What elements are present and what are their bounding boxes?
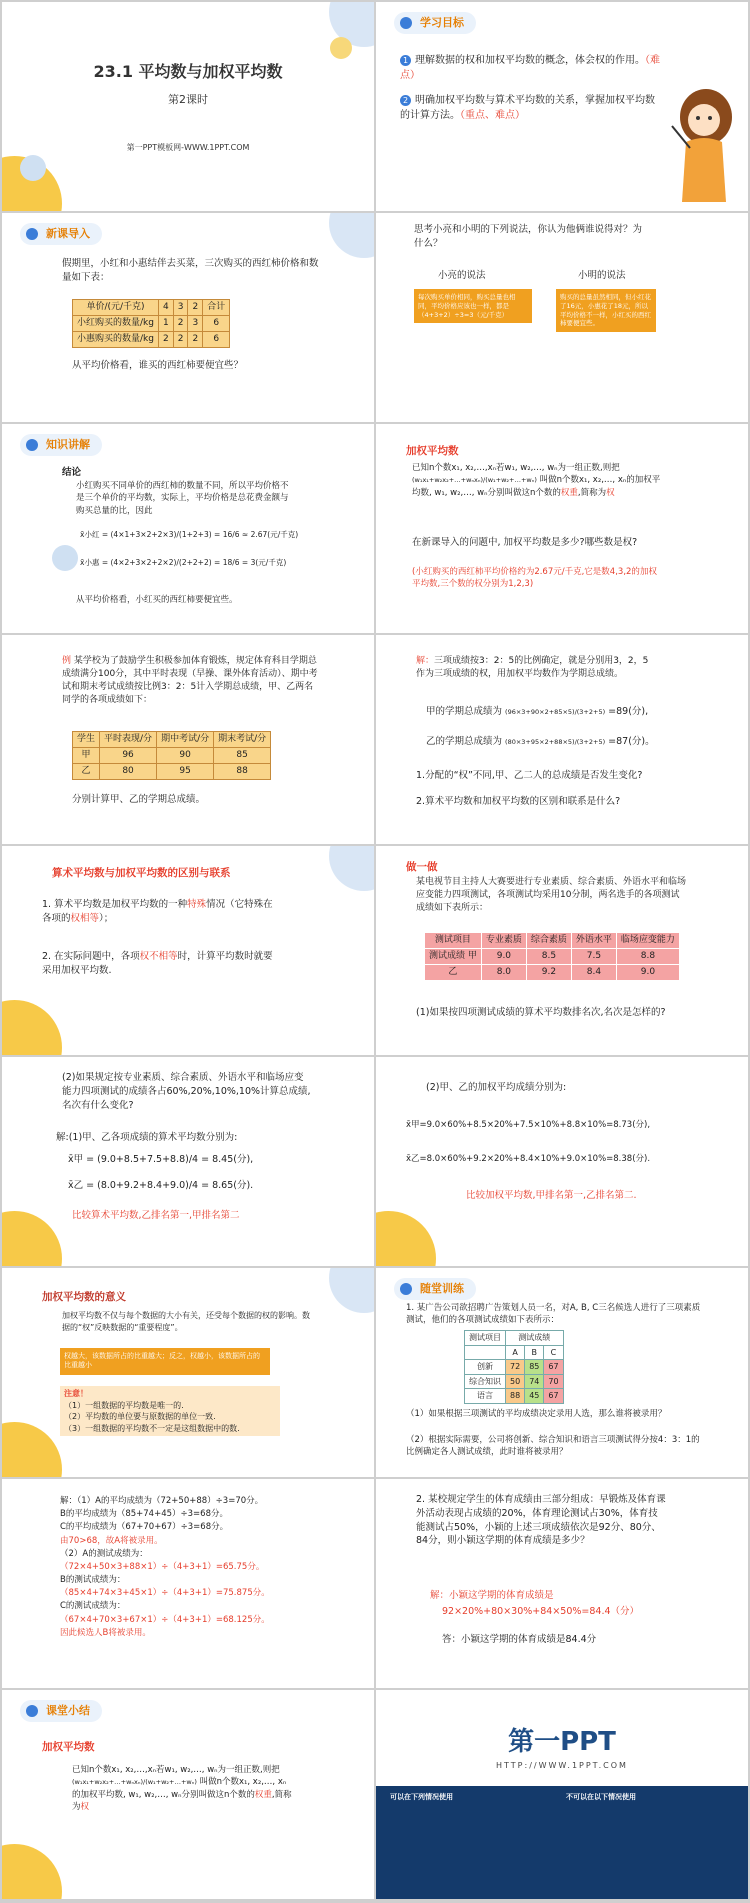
table-cell: 2 bbox=[173, 316, 188, 332]
slide-solution[interactable] bbox=[376, 635, 748, 844]
table-row bbox=[465, 1389, 564, 1404]
table-row bbox=[73, 732, 271, 748]
section-header: 新课导入 bbox=[20, 223, 102, 245]
goal-1: 1 理解数据的权和加权平均数的概念，体会权的作用。（难点） bbox=[400, 55, 660, 81]
practice-title: 做一做 bbox=[406, 861, 438, 873]
table-cell: 8.0 bbox=[481, 965, 526, 981]
intro-paragraph: 假期里，小红和小惠结伴去买菜，三次购买的西红柿价格和数量如下表： bbox=[62, 258, 319, 283]
section-header: 随堂训练 bbox=[394, 1278, 476, 1300]
notes-box: 注意！ （1）一组数据的平均数是唯一的. （2）平均数的单位要与原数据的单位一致. （3）一组数据的平均数不一定是这组数据中的数. bbox=[60, 1386, 280, 1436]
table-cell: 创新 bbox=[465, 1360, 506, 1375]
formula-hui: x̄小惠 = (4×2+3×2+2×2)/(2+2+2) = 18/6 = 3(元/千克) bbox=[80, 558, 287, 567]
training-question: 1. 某广告公司欲招聘广告策划人员一名，对A, B, C三名候选人进行了三项素质测试，他们的各项测试成绩如下表所示： bbox=[406, 1303, 701, 1326]
table-cell: 平时表现/分 bbox=[100, 732, 157, 748]
table-row bbox=[73, 316, 230, 332]
table-cell: 45 bbox=[525, 1389, 544, 1404]
table-cell: 2 bbox=[188, 300, 203, 316]
table-cell: 96 bbox=[100, 748, 157, 764]
slide-goals[interactable] bbox=[376, 2, 748, 211]
price-table bbox=[72, 299, 230, 348]
comparison-title: 算术平均数与加权平均数的区别与联系 bbox=[52, 867, 231, 879]
table-row bbox=[73, 748, 271, 764]
slide-meaning[interactable] bbox=[2, 1268, 374, 1477]
formula-hong: x̄小红 = (4×1+3×2+2×3)/(1+2+3) = 16/6 ≈ 2.67(元/千克) bbox=[80, 530, 299, 539]
arith-jia: x̄甲 = (9.0+8.5+7.5+8.8)/4 = 8.45(分), bbox=[68, 1154, 254, 1165]
table-cell: 72 bbox=[506, 1360, 525, 1375]
table-cell: 乙 bbox=[425, 965, 482, 981]
slide-example[interactable] bbox=[2, 635, 374, 844]
answer2-formula: 92×20%+80×30%+84×50%=84.4（分） bbox=[442, 1606, 640, 1617]
table-cell: 测试项目 bbox=[465, 1331, 506, 1346]
part2-question: (2)如果规定按专业素质、综合素质、外语水平和临场应变能力四项测试的成绩各占60%,20%,10%,10%计算总成绩,名次有什么变化? bbox=[62, 1072, 311, 1111]
table-cell: 2 bbox=[188, 332, 203, 348]
table-cell: 9.2 bbox=[526, 965, 571, 981]
ming-box: 购买的总量虽然相同，但小红花了16元，小惠花了18元，所以平均价格不一样，小红买的西红柿要便宜些。 bbox=[556, 289, 656, 332]
comparison-point-2: 2. 在实际问题中，各项权不相等时，计算平均数时就要采用加权平均数. bbox=[42, 951, 273, 976]
lesson-title: 23.1 平均数与加权平均数 bbox=[93, 62, 283, 81]
table-cell: 乙 bbox=[73, 764, 100, 780]
table-cell: 74 bbox=[525, 1374, 544, 1389]
arith-label: 解:(1)甲、乙各项成绩的算术平均数分别为: bbox=[56, 1132, 238, 1143]
arith-result: 比较算术平均数,乙排名第一,甲排名第二 bbox=[72, 1210, 240, 1221]
table-cell: 学生 bbox=[73, 732, 100, 748]
table-row bbox=[465, 1331, 564, 1346]
table-cell: 95 bbox=[157, 764, 214, 780]
brand-text: 第一PPT模板网-WWW.1PPT.COM bbox=[126, 143, 250, 152]
table-cell: 测试成绩 甲 bbox=[425, 949, 482, 965]
meaning-callout: 权越大，该数据所占的比重越大；反之，权越小，该数据所占的比重越小 bbox=[60, 1348, 270, 1375]
allowed-heading: 可以在下列情况使用 bbox=[390, 1793, 453, 1801]
table-cell: 88 bbox=[214, 764, 271, 780]
table-cell: 外语水平 bbox=[571, 933, 616, 949]
table-cell: C bbox=[544, 1345, 563, 1360]
book-icon bbox=[400, 1283, 412, 1295]
table-cell: 85 bbox=[525, 1360, 544, 1375]
table-cell: 3 bbox=[188, 316, 203, 332]
meaning-title: 加权平均数的意义 bbox=[42, 1291, 126, 1303]
table-cell: 测试成绩 bbox=[506, 1331, 564, 1346]
table-cell: 临场应变能力 bbox=[616, 933, 679, 949]
conclusion-label: 结论 bbox=[62, 467, 82, 478]
teacher-illustration bbox=[668, 82, 740, 207]
table-row bbox=[425, 933, 680, 949]
weighted-result: 比较加权平均数,甲排名第一,乙排名第二. bbox=[466, 1190, 637, 1201]
slide-weighted-def[interactable] bbox=[376, 424, 748, 633]
table-cell: 期末考试/分 bbox=[214, 732, 271, 748]
slide-think[interactable] bbox=[376, 213, 748, 422]
weighted-label: (2)甲、乙的加权平均成绩分别为: bbox=[426, 1082, 567, 1093]
weighted-yi: x̄乙=8.0×60%+9.2×20%+8.4×10%+9.0×10%=8.38(分). bbox=[406, 1154, 651, 1164]
def-answer: (小红购买的西红柿平均价格约为2.67元/千克,它是数4,3,2的加权平均数,三个数的权分别为1,2,3) bbox=[412, 567, 657, 590]
slide-training[interactable] bbox=[376, 1268, 748, 1477]
table-cell: 8.5 bbox=[526, 949, 571, 965]
intro-question: 从平均价格看，谁买的西红柿要便宜些？ bbox=[72, 360, 244, 371]
followup-q2: 2.算术平均数和加权平均数的区别和联系是什么? bbox=[416, 796, 621, 807]
table-row bbox=[465, 1345, 564, 1360]
book-icon bbox=[26, 1705, 38, 1717]
practice-question: (1)如果按四项测试成绩的算术平均数排名次,名次是怎样的? bbox=[416, 1007, 666, 1018]
footer-panel bbox=[376, 1786, 748, 1899]
table-cell: 2 bbox=[173, 332, 188, 348]
practice-text: 某电视节目主持人大赛要进行专业素质、综合素质、外语水平和临场应变能力四项测试，各项测试均采用10分制，两名选手的各项测试成绩如下表所示： bbox=[416, 877, 687, 914]
table-cell: 9.0 bbox=[616, 965, 679, 981]
table-row bbox=[73, 300, 230, 316]
logo-url: HTTP://WWW.1PPT.COM bbox=[496, 1761, 628, 1770]
table-cell: 67 bbox=[544, 1360, 563, 1375]
table-cell: 8.4 bbox=[571, 965, 616, 981]
slide-comparison[interactable] bbox=[2, 846, 374, 1055]
slide-summary[interactable] bbox=[2, 1690, 374, 1899]
table-row bbox=[73, 764, 271, 780]
slide-intro[interactable] bbox=[2, 213, 374, 422]
table-cell: 3 bbox=[173, 300, 188, 316]
comparison-point-1: 1. 算术平均数是加权平均数的一种特殊情况（它特殊在各项的权相等）； bbox=[42, 899, 273, 924]
meaning-text: 加权平均数不仅与每个数据的大小有关，还受每个数据的权的影响。数据的“权”反映数据的“重要程度”。 bbox=[62, 1311, 310, 1332]
table-row bbox=[425, 965, 680, 981]
table-cell: 小惠购买的数量/kg bbox=[73, 332, 159, 348]
table-cell bbox=[465, 1345, 506, 1360]
slide-weighted-result[interactable] bbox=[376, 1057, 748, 1266]
arith-yi: x̄乙 = (8.0+9.2+8.4+9.0)/4 = 8.65(分). bbox=[68, 1180, 254, 1191]
table-cell: 综合知识 bbox=[465, 1374, 506, 1389]
table-cell: 甲 bbox=[73, 748, 100, 764]
yi-total: 乙的学期总成绩为 (80×3+95×2+88×5)/(3+2+5) =87(分)。 bbox=[426, 736, 655, 747]
ming-heading: 小明的说法 bbox=[578, 270, 626, 281]
slide-answer1[interactable] bbox=[2, 1479, 374, 1688]
liang-box: 每次购买单价相同，购买总量也相同，平均价格应该也一样，都是（4+3+2）÷3=3（元/千克） bbox=[414, 289, 532, 323]
jia-total: 甲的学期总成绩为 (96×3+90×2+85×5)/(3+2+5) =89(分), bbox=[426, 706, 649, 717]
conclusion-text: 小红购买不同单价的西红柿的数量不同，所以平均价格不是三个单价的平均数，实际上，平均价格是总花费金额与购买总量的比，因此 bbox=[76, 481, 289, 516]
table-cell: 70 bbox=[544, 1374, 563, 1389]
table-cell: 专业素质 bbox=[481, 933, 526, 949]
section-header: 学习目标 bbox=[394, 12, 476, 34]
def-title: 加权平均数 bbox=[406, 445, 459, 457]
table-cell: 50 bbox=[506, 1374, 525, 1389]
table-row bbox=[73, 332, 230, 348]
table-cell: 85 bbox=[214, 748, 271, 764]
book-icon bbox=[26, 439, 38, 451]
table-cell: 88 bbox=[506, 1389, 525, 1404]
training-q2: （2）根据实际需要，公司将创新、综合知识和语言三项测试得分按4：3：1的比例确定各人测试成绩，此时谁将被录用？ bbox=[406, 1435, 700, 1458]
answer2-question: 2. 某校规定学生的体育成绩由三部分组成：早锻炼及体育课外活动表现占成绩的20%，体育理论测试占30%，体育技能测试占50%，小颖的上述三项成绩依次是92分、80分、84分，则小颖这学期的体育成绩是多少？ bbox=[416, 1494, 666, 1547]
table-cell: 6 bbox=[203, 316, 230, 332]
example-question: 分别计算甲、乙的学期总成绩。 bbox=[72, 794, 206, 805]
slide-end[interactable] bbox=[376, 1690, 748, 1899]
training-q1: （1）如果根据三项测试的平均成绩决定录用人选，那么谁将被录用？ bbox=[406, 1409, 667, 1419]
table-cell: 67 bbox=[544, 1389, 563, 1404]
table-cell: 2 bbox=[158, 332, 173, 348]
table-cell: 语言 bbox=[465, 1389, 506, 1404]
conclusion-result: 从平均价格看，小红买的西红柿要便宜些。 bbox=[76, 595, 238, 605]
slide-part2[interactable] bbox=[2, 1057, 374, 1266]
table-cell: 综合素质 bbox=[526, 933, 571, 949]
answer2-final: 答：小颖这学期的体育成绩是84.4分 bbox=[442, 1634, 597, 1645]
slide-answer2[interactable] bbox=[376, 1479, 748, 1688]
forbidden-heading: 不可以在以下情况使用 bbox=[566, 1793, 636, 1801]
table-cell: 测试项目 bbox=[425, 933, 482, 949]
summary-title: 加权平均数 bbox=[42, 1741, 95, 1753]
example-text: 例 某学校为了鼓励学生积极参加体育锻炼，规定体育科目学期总成绩满分100分，其中平时表现（早操、课外体育活动）、期中考试和期末考试成绩按比例3：2：5计入学期总成绩，甲、乙两名同学的各项成绩如下： bbox=[62, 656, 318, 706]
contest-table bbox=[424, 932, 680, 981]
section-header: 知识讲解 bbox=[20, 434, 102, 456]
solution-text: 解：三项成绩按3：2：5的比例确定，就是分别用3，2，5作为三项成绩的权，用加权平均数作为学期总成绩。 bbox=[416, 656, 649, 680]
book-icon bbox=[400, 17, 412, 29]
candidate-table bbox=[464, 1330, 564, 1404]
answer2-solution: 解：小颖这学期的体育成绩是 bbox=[430, 1590, 554, 1601]
table-row bbox=[425, 949, 680, 965]
slide-title[interactable] bbox=[2, 2, 374, 211]
weighted-jia: x̄甲=9.0×60%+8.5×20%+7.5×10%+8.8×10%=8.73(分), bbox=[406, 1120, 651, 1130]
table-cell: B bbox=[525, 1345, 544, 1360]
table-cell: A bbox=[506, 1345, 525, 1360]
logo-text: 第一PPT bbox=[508, 1727, 616, 1757]
table-cell: 期中考试/分 bbox=[157, 732, 214, 748]
lesson-subtitle: 第2课时 bbox=[168, 93, 208, 106]
summary-text: 已知n个数x₁, x₂,…,xₙ若w₁, w₂,…, wₙ为一组正数,则把 (w₁x₁+w₂x₂+…+wₙxₙ)/(w₁+w₂+…+wₙ) 叫做n个数x₁, x₂,…, xₙ的加权平均数, w₁, w₂,…, wₙ分别叫做这n个数的权重,简称为权 bbox=[72, 1765, 292, 1812]
def-question: 在新课导入的问题中, 加权平均数是多少?哪些数是权? bbox=[412, 537, 638, 548]
table-cell: 9.0 bbox=[481, 949, 526, 965]
book-icon bbox=[26, 228, 38, 240]
table-row bbox=[465, 1374, 564, 1389]
table-cell: 单价/(元/千克) bbox=[73, 300, 159, 316]
answer1-text: 解：（1）A的平均成绩为（72+50+88）÷3=70分。 B的平均成绩为（85+74+45）÷3=68分。 C的平均成绩为（67+70+67）÷3=68分。 由70>68，故A将被录用。 （2）A的测试成绩为： （72×4+50×3+88×1）÷（4+3+1）=65.75分。 B的测试成绩为： （85×4+74×3+45×1）÷（4+3+1）=75.875分。 C的测试成绩为： （67×4+70×3+67×1）÷（4+3+1）=68.125分。 因此候选人B将被录用。 bbox=[60, 1496, 270, 1638]
table-cell: 合计 bbox=[203, 300, 230, 316]
table-cell: 6 bbox=[203, 332, 230, 348]
slide-practice[interactable] bbox=[376, 846, 748, 1055]
slide-knowledge[interactable] bbox=[2, 424, 374, 633]
section-header: 课堂小结 bbox=[20, 1700, 102, 1722]
liang-heading: 小亮的说法 bbox=[438, 270, 486, 281]
table-cell: 4 bbox=[158, 300, 173, 316]
score-table bbox=[72, 731, 271, 780]
goal-2: 2 明确加权平均数与算术平均数的关系，掌握加权平均数的计算方法。（重点、难点） bbox=[400, 95, 655, 121]
table-cell: 80 bbox=[100, 764, 157, 780]
table-row bbox=[465, 1360, 564, 1375]
table-cell: 1 bbox=[158, 316, 173, 332]
followup-q1: 1.分配的“权”不同,甲、乙二人的总成绩是否发生变化? bbox=[416, 770, 643, 781]
table-cell: 7.5 bbox=[571, 949, 616, 965]
table-cell: 8.8 bbox=[616, 949, 679, 965]
table-cell: 90 bbox=[157, 748, 214, 764]
think-question: 思考小亮和小明的下列说法，你认为他俩谁说得对？为什么？ bbox=[414, 224, 643, 249]
table-cell: 小红购买的数量/kg bbox=[73, 316, 159, 332]
def-text: 已知n个数x₁, x₂,…,xₙ若w₁, w₂,…, wₙ为一组正数,则把 (w₁x₁+w₂x₂+…+wₙxₙ)/(w₁+w₂+…+wₙ) 叫做n个数x₁, x₂,…, xₙ的加权平均数, w₁, w₂,…, wₙ分别叫做这n个数的权重,简称为权 bbox=[412, 463, 661, 498]
